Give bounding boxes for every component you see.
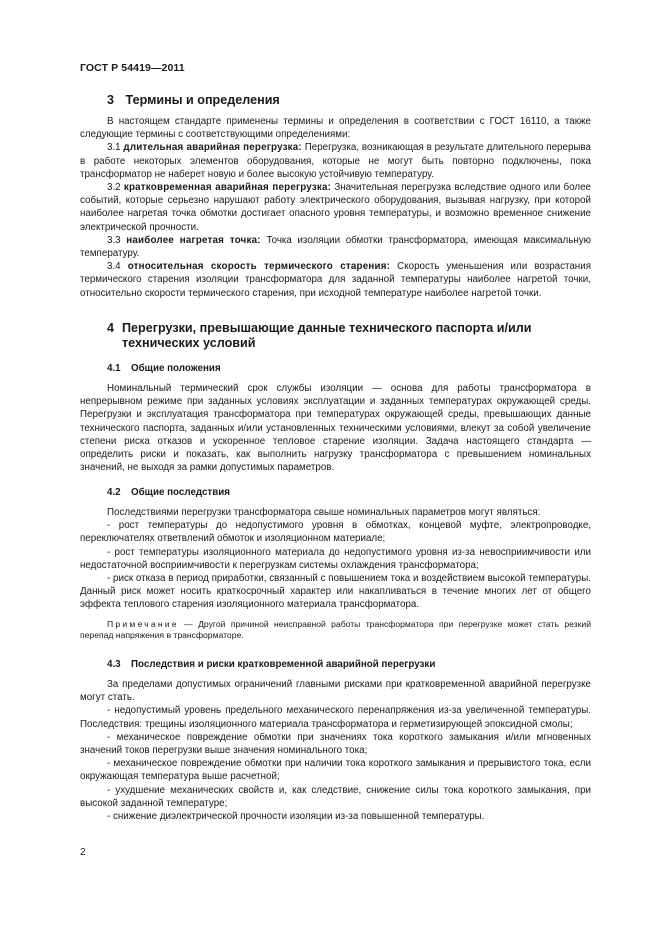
- note-label: Примечание: [107, 619, 179, 629]
- term-name: длительная аварийная перегрузка:: [123, 142, 302, 154]
- term-name: наиболее нагретая точка:: [126, 234, 261, 246]
- section-number: 3: [107, 93, 115, 107]
- section-4-heading: [107, 321, 587, 351]
- list-item: - рост температуры изоляционного материала до недопустимого уровня из-за невосприимчивости или недостаточной восприимчивости к перегрузкам системы охлаждения трансформатора;: [80, 546, 591, 571]
- subsection-number: 4.1: [107, 363, 121, 374]
- term-definition: [80, 260, 591, 300]
- subsection-4-2-body: [80, 506, 591, 612]
- term-text: Точка изоляции обмотки трансформатора, имеющая максимальную температуру.: [80, 234, 591, 260]
- section-3-heading: [107, 93, 587, 108]
- term-text: Перегрузка, возникающая в результате длительного перерыва в работе некоторых элементов оборудования, которые не могут быть повторно подключены, пока трансформатор не наберет новую и более высокую устойчивую температуру.: [80, 142, 591, 180]
- note-text: — Другой причиной неисправной работы трансформатора при перегрузке может стать резкий перепад напряжения в трансформаторе.: [80, 619, 591, 641]
- term-name: кратковременная аварийная перегрузка:: [123, 182, 332, 194]
- term-text: Значительная перегрузка вследствие одного или более событий, которые серьезно нарушают работу электрического оборудования, вызывая нагрузку, при которой наиболее нагретая точка обмотки достигает опасного уровня температуры, и возможно временное снижение электрической прочности.: [80, 182, 591, 233]
- list-item: - механическое повреждение обмотки при значениях тока короткого замыкания и/или мгновенных значений токов перегрузки выше значения номинального тока;: [80, 731, 591, 757]
- subsection-4-1-body: [80, 382, 591, 474]
- subsection-4-1-heading: [107, 363, 587, 375]
- subsection-4-3-heading: [107, 659, 587, 671]
- list-item: - рост температуры до недопустимого уровня в обмотках, концевой муфте, электропроводке, переключателях ответвлений обмоток и изоляционном материале;: [80, 520, 591, 545]
- standard-code: ГОСТ Р 54419—2011: [80, 62, 185, 74]
- page-number: 2: [80, 847, 86, 858]
- paragraph: Номинальный термический срок службы изоляции — основа для работы трансформатора в непрерывном режиме при заданных условиях эксплуатации и заданных температурах окружающей среды. Перегрузки и эксплуатация трансформатора при температурах окружающей среды, превышающих данные технического паспорта, заданных и/или установленных техническими условиями, влекут за собой увеличение степени риска отказов и ускоренное тепловое старение изоляции. Задача настоящего стандарта — определить риски и показать, как выполнить нагрузку трансформатора с превышением номинальных значений, не выходя за рамки допустимых параметров.: [80, 383, 591, 474]
- section-title: Термины и определения: [125, 93, 280, 107]
- section-title-line-1: Перегрузки, превышающие данные технического паспорта и/или: [122, 321, 532, 335]
- section-3-body: [80, 115, 591, 300]
- list-item: - недопустимый уровень предельного механического перенапряжения из-за увеличенной температуры. Последствия: трещины изоляционного материала трансформатора и герметизирующей эпоксидной смолы;: [80, 705, 591, 730]
- subsection-4-3-body: [80, 678, 591, 823]
- paragraph: За пределами допустимых ограничений главными рисками при кратковременной аварийной перегрузке могут стать.: [80, 679, 591, 704]
- subsection-title: Последствия и риски кратковременной аварийной перегрузки: [131, 659, 436, 670]
- term-name: относительная скорость термического старения:: [127, 261, 391, 273]
- note: [80, 619, 591, 642]
- term-number: 3.4: [107, 261, 121, 273]
- section-title-line-2: технических условий: [122, 336, 256, 350]
- subsection-title: Общие последствия: [131, 487, 230, 498]
- term-definition: [80, 141, 591, 181]
- list-item: - механическое повреждение обмотки при наличии тока короткого замыкания и прерывистого тока, если окружающая температура выше расчетной;: [80, 758, 591, 783]
- term-number: 3.3: [107, 234, 121, 246]
- list-item: - ухудшение механических свойств и, как следствие, снижение силы тока короткого замыкания, при высокой заданной температуре;: [80, 784, 591, 809]
- list-item: - риск отказа в период приработки, связанный с повышением тока и воздействием высокой температуры. Данный риск может носить краткосрочный характер или накапливаться в течение многих лет от общего эффекта теплового старения изоляционного материала трансформатора.: [80, 573, 591, 611]
- section-3-intro: В настоящем стандарте применены термины и определения в соответствии с ГОСТ 16110, а также следующие термины с соответствующими определениями:: [80, 116, 591, 141]
- subsection-4-2-heading: [107, 487, 587, 499]
- term-number: 3.1: [107, 142, 121, 154]
- term-text: Скорость уменьшения или возрастания термического старения изоляции трансформатора для заданной температуры наиболее нагретой точки, относительно скорости термического старения, при исходной температуре наиболее нагретой точки.: [80, 261, 591, 299]
- paragraph: Последствиями перегрузки трансформатора свыше номинальных параметров могут являться:: [107, 507, 541, 518]
- term-number: 3.2: [107, 182, 121, 194]
- subsection-title: Общие положения: [131, 363, 221, 374]
- term-definition: [80, 234, 591, 260]
- term-definition: [80, 181, 591, 234]
- section-number: 4: [107, 321, 115, 335]
- list-item: - снижение диэлектрической прочности изоляции из-за повышенной температуры.: [107, 811, 485, 823]
- subsection-number: 4.2: [107, 487, 121, 498]
- subsection-number: 4.3: [107, 659, 121, 670]
